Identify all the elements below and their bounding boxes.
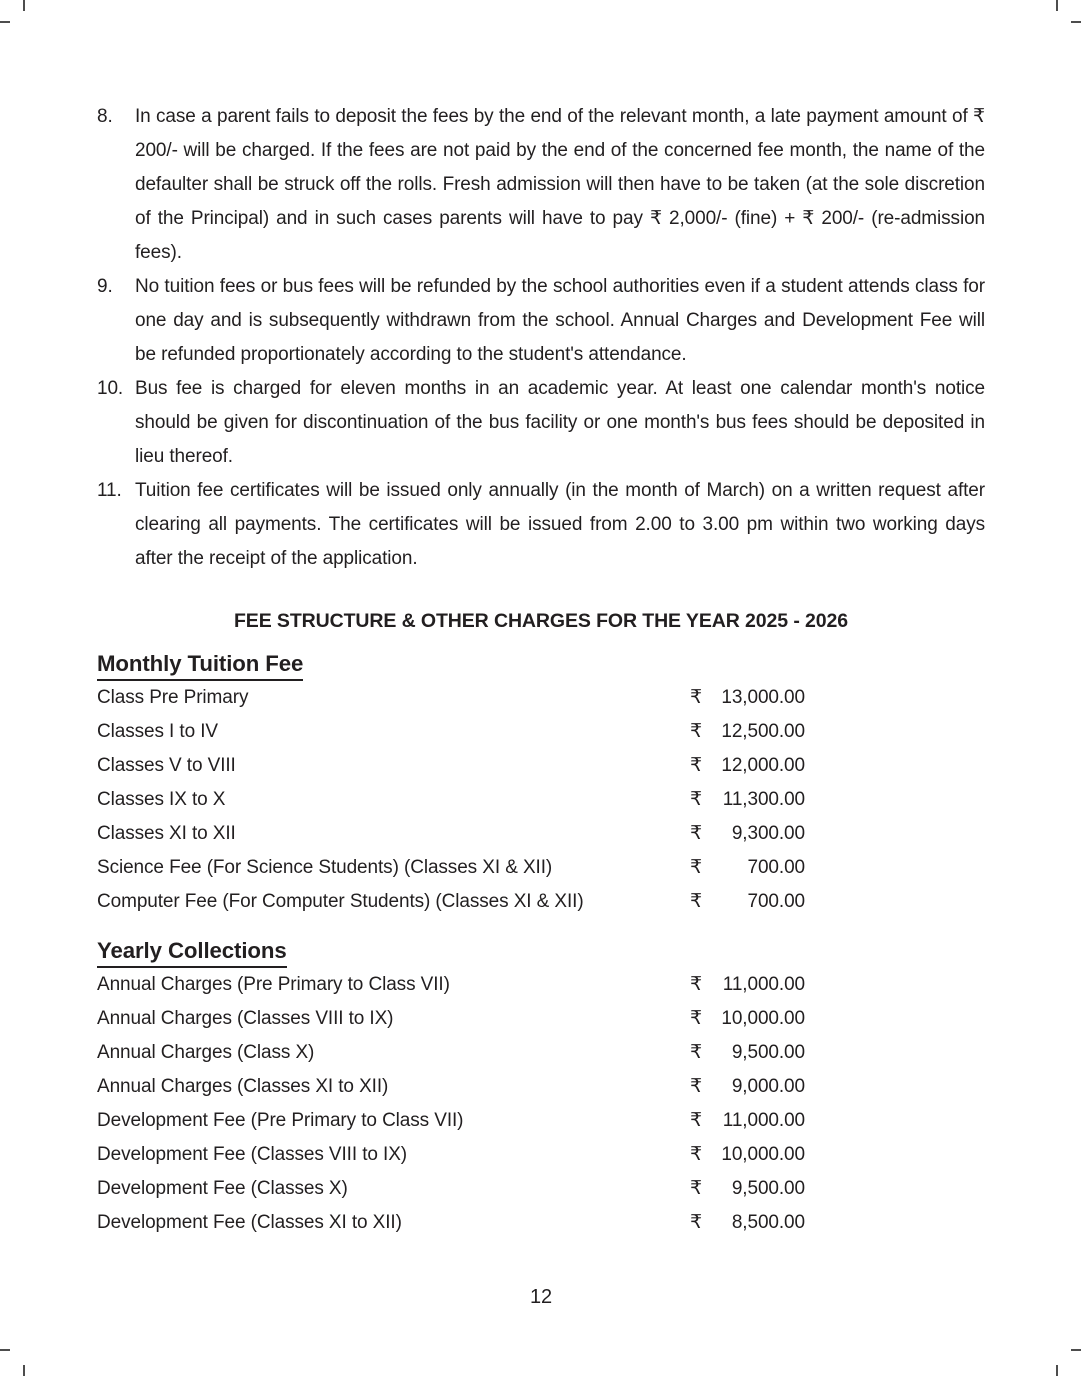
list-item-number: 9. [97,276,113,297]
rupee-symbol: ₹ [690,1008,702,1029]
fee-amount: 11,000.00 [722,1110,805,1131]
list-item-9 [97,270,985,372]
table-row [97,817,805,851]
section-heading-text: Yearly Collections [97,936,287,968]
crop-mark-top-left-horizontal [0,21,10,23]
rupee-symbol: ₹ [690,1076,702,1097]
fee-label: Classes V to VIII [97,755,236,776]
crop-mark-bottom-right-vertical [1056,1365,1058,1376]
fee-label: Annual Charges (Class X) [97,1042,315,1063]
list-item-11 [97,474,985,576]
table-row [97,968,805,1002]
table-row [97,1104,805,1138]
section-heading-text: Monthly Tuition Fee [97,649,303,681]
list-item-number: 10. [97,378,124,399]
rupee-symbol: ₹ [690,1144,702,1165]
section-heading-yearly-collections [97,934,985,968]
page-number: 12 [529,1286,553,1308]
list-item-text: In case a parent fails to deposit the fees by the end of the relevant month, a late payment amount of ₹ 200/- will be charged. If the fees are not paid by the end of the concerned fee month, the name of the defaulter shall be struck off the rolls. Fresh admission will then have to be taken (at the sole discretion of the Principal) and in such cases parents will have to pay ₹ 2,000/- (fine) + ₹ 200/- (re-admission fees). [135,106,985,263]
table-row [97,1172,805,1206]
fee-amount: 11,000.00 [722,974,805,995]
crop-mark-bottom-left-vertical [23,1365,25,1376]
fee-label: Classes XI to XII [97,823,236,844]
rupee-symbol: ₹ [690,1212,702,1233]
table-row [97,681,805,715]
list-item-text: Tuition fee certificates will be issued only annually (in the month of March) on a written request after clearing all payments. The certificates will be issued from 2.00 to 3.00 pm within two working days after the receipt of the application. [135,480,985,569]
rupee-symbol: ₹ [690,1110,702,1131]
crop-mark-top-right-horizontal [1071,21,1081,23]
fee-amount: 12,000.00 [721,755,805,776]
fee-label: Science Fee (For Science Students) (Classes XI & XII) [97,857,553,878]
fee-amount: 9,000.00 [731,1076,805,1097]
section-heading-monthly-tuition-fee [97,647,985,681]
rupee-symbol: ₹ [690,857,702,878]
table-row [97,1036,805,1070]
fee-structure-title: FEE STRUCTURE & OTHER CHARGES FOR THE YEAR 2025 - 2026 [233,610,849,632]
list-item-number: 8. [97,106,113,127]
page-content [97,0,985,1314]
fee-label: Development Fee (Classes X) [97,1178,348,1199]
fee-amount: 700.00 [747,857,805,878]
rupee-symbol: ₹ [690,891,702,912]
fee-label: Classes I to IV [97,721,218,742]
list-item-text: No tuition fees or bus fees will be refunded by the school authorities even if a student attends class for one day and is subsequently withdrawn from the school. Annual Charges and Development Fee will be refunded proportionately according to the student's attendance. [135,276,985,365]
rupee-symbol: ₹ [690,1042,702,1063]
fee-amount: 10,000.00 [721,1008,805,1029]
fee-amount: 13,000.00 [721,687,805,708]
list-item-10 [97,372,985,474]
fee-amount: 10,000.00 [721,1144,805,1165]
list-item-text: Bus fee is charged for eleven months in an academic year. At least one calendar month's notice should be given for discontinuation of the bus facility or one month's bus fees should be deposited in lieu thereof. [135,378,985,467]
fee-amount: 700.00 [747,891,805,912]
yearly-collections-table [97,968,805,1240]
table-row [97,749,805,783]
rupee-symbol: ₹ [690,823,702,844]
crop-mark-bottom-left-horizontal [0,1349,10,1351]
fee-label: Development Fee (Classes XI to XII) [97,1212,402,1233]
table-row [97,1206,805,1240]
table-row [97,851,805,885]
fee-label: Classes IX to X [97,789,226,810]
list-item-number: 11. [97,480,122,501]
rupee-symbol: ₹ [690,687,702,708]
fee-label: Annual Charges (Classes VIII to IX) [97,1008,394,1029]
table-row [97,1070,805,1104]
rupee-symbol: ₹ [690,721,702,742]
fee-amount: 11,300.00 [722,789,805,810]
rupee-symbol: ₹ [690,974,702,995]
monthly-tuition-fee-table [97,681,805,919]
fee-amount: 8,500.00 [731,1212,805,1233]
table-row [97,1138,805,1172]
list-item-8 [97,100,985,270]
fee-label: Annual Charges (Pre Primary to Class VII) [97,974,450,995]
rupee-symbol: ₹ [690,789,702,810]
rupee-symbol: ₹ [690,755,702,776]
fee-amount: 12,500.00 [721,721,805,742]
fee-label: Development Fee (Pre Primary to Class VII) [97,1110,464,1131]
fee-amount: 9,500.00 [731,1042,805,1063]
fee-label: Class Pre Primary [97,687,249,708]
crop-mark-bottom-right-horizontal [1071,1349,1081,1351]
table-row [97,783,805,817]
fee-amount: 9,300.00 [731,823,805,844]
crop-mark-top-left-vertical [23,0,25,11]
table-row [97,885,805,919]
table-row [97,715,805,749]
rupee-symbol: ₹ [690,1178,702,1199]
rules-list [97,100,985,576]
crop-mark-top-right-vertical [1056,0,1058,11]
fee-label: Development Fee (Classes VIII to IX) [97,1144,408,1165]
fee-label: Computer Fee (For Computer Students) (Classes XI & XII) [97,891,584,912]
table-row [97,1002,805,1036]
fee-amount: 9,500.00 [731,1178,805,1199]
fee-label: Annual Charges (Classes XI to XII) [97,1076,389,1097]
